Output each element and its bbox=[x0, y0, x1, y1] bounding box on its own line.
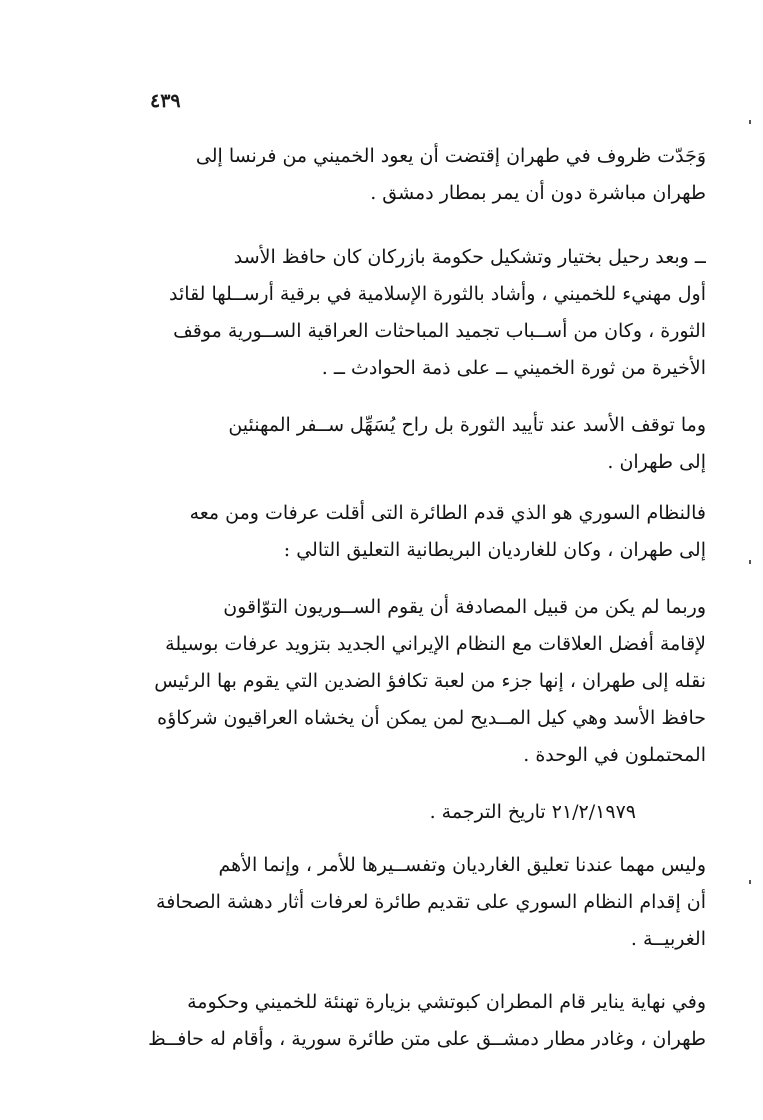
page-number: ٤٣٩ bbox=[150, 90, 181, 112]
paragraph-assad-support bbox=[128, 407, 706, 481]
text-line: المحتملون في الوحدة . bbox=[523, 744, 706, 766]
paragraph-capucci-visit bbox=[128, 984, 706, 1058]
text-line: طهران ، وغادر مطار دمشــق على متن طائرة سورية ، وأقام له حافــظ bbox=[148, 1028, 706, 1050]
text-line: وربما لم يكن من قبيل المصادفة أن يقوم الســوريون التوّاقون bbox=[223, 596, 706, 618]
text-line: طهران مباشرة دون أن يمر بمطار دمشق . bbox=[370, 182, 706, 204]
text-line: أول مهنيء للخميني ، وأشاد بالثورة الإسلامية في برقية أرســلها لقائد bbox=[169, 283, 706, 305]
text-line: وَجَدّت ظروف في طهران إقتضت أن يعود الخميني من فرنسا إلى bbox=[195, 145, 706, 167]
scan-mark bbox=[749, 120, 751, 124]
text-line: ــ وبعد رحيل بختيار وتشكيل حكومة بازركان كان حافظ الأسد bbox=[233, 246, 706, 268]
text-line: الثورة ، وكان من أســباب تجميد المباحثات العراقية الســورية موقف bbox=[173, 320, 706, 342]
body-text bbox=[128, 138, 706, 1058]
paragraph-khomeini-return bbox=[128, 138, 706, 212]
paragraph-bakhtiar-departure bbox=[128, 239, 706, 387]
text-line: إلى طهران ، وكان للغارديان البريطانية التعليق التالي : bbox=[283, 539, 706, 561]
text-line: الأخيرة من ثورة الخميني ــ على ذمة الحوادث ــ . bbox=[321, 357, 706, 379]
scan-mark bbox=[749, 560, 751, 564]
text-line: فالنظام السوري هو الذي قدم الطائرة التى أقلت عرفات ومن معه bbox=[189, 502, 706, 524]
text-line: الغربيــة . bbox=[630, 928, 706, 950]
translation-date bbox=[128, 794, 706, 831]
text-line: نقله إلى طهران ، إنها جزء من لعبة تكافؤ الضدين التي يقوم بها الرئيس bbox=[154, 670, 706, 692]
text-line: حافظ الأسد وهي كيل المــديح لمن يمكن أن يخشاه العراقيون شركاؤه bbox=[157, 707, 706, 729]
paragraph-arafat-plane bbox=[128, 495, 706, 569]
text-line: وليس مهما عندنا تعليق الغارديان وتفســيرها للأمر ، وإنما الأهم bbox=[218, 854, 706, 876]
text-line: ٢١/٢/١٩٧٩ تاريخ الترجمة . bbox=[429, 801, 636, 823]
text-line: وما توقف الأسد عند تأييد الثورة بل راح يُسَهِّل ســفر المهنئين bbox=[228, 414, 706, 436]
text-line: إلى طهران . bbox=[607, 451, 706, 473]
text-line: وفي نهاية يناير قام المطران كبوتشي بزيارة تهنئة للخميني وحكومة bbox=[187, 991, 706, 1013]
paragraph-guardian-quote bbox=[128, 589, 706, 774]
scan-mark bbox=[749, 880, 751, 884]
text-line: أن إقدام النظام السوري على تقديم طائرة لعرفات أثار دهشة الصحافة bbox=[156, 891, 706, 913]
paragraph-western-press bbox=[128, 847, 706, 958]
text-line: لإقامة أفضل العلاقات مع النظام الإيراني الجديد بتزويد عرفات بوسيلة bbox=[165, 633, 706, 655]
